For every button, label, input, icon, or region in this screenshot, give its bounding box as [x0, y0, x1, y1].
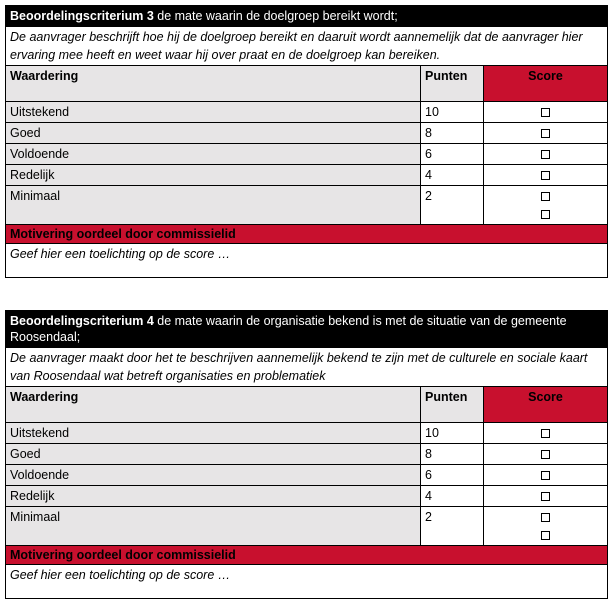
header-score: Score	[484, 66, 607, 101]
score-checkbox-cell[interactable]	[484, 123, 607, 143]
table-row	[6, 506, 607, 545]
table-row	[6, 443, 607, 464]
checkbox-icon[interactable]	[541, 513, 550, 522]
header-punten: Punten	[421, 66, 484, 101]
score-checkbox-cell[interactable]	[484, 102, 607, 122]
row-label: Voldoende	[6, 465, 421, 485]
motivation-label: Motivering oordeel door commissielid	[6, 224, 607, 243]
checkbox-icon[interactable]	[541, 192, 550, 201]
score-checkbox-cell[interactable]	[484, 144, 607, 164]
row-points: 10	[421, 423, 484, 443]
row-points: 6	[421, 465, 484, 485]
checkbox-icon[interactable]	[541, 471, 550, 480]
checkbox-icon[interactable]	[541, 108, 550, 117]
table-header	[6, 386, 607, 422]
criterion-4-table	[5, 310, 608, 599]
explanation-field[interactable]: Geef hier een toelichting op de score …	[6, 564, 607, 598]
row-label: Minimaal	[6, 507, 421, 545]
score-checkbox-cell[interactable]	[484, 186, 607, 224]
row-points: 2	[421, 186, 484, 224]
table-row	[6, 122, 607, 143]
row-points: 8	[421, 444, 484, 464]
row-label: Minimaal	[6, 186, 421, 224]
row-label: Redelijk	[6, 165, 421, 185]
header-waardering: Waardering	[6, 387, 421, 422]
criterion-title	[6, 6, 607, 26]
row-label: Voldoende	[6, 144, 421, 164]
score-checkbox-cell[interactable]	[484, 165, 607, 185]
table-row	[6, 101, 607, 122]
row-points: 6	[421, 144, 484, 164]
criterion-title-bold: Beoordelingscriterium 4	[10, 314, 154, 328]
table-row	[6, 143, 607, 164]
checkbox-icon[interactable]	[541, 531, 550, 540]
checkbox-icon[interactable]	[541, 492, 550, 501]
checkbox-icon[interactable]	[541, 429, 550, 438]
row-points: 4	[421, 486, 484, 506]
score-checkbox-cell[interactable]	[484, 444, 607, 464]
criterion-title	[6, 311, 607, 347]
header-score: Score	[484, 387, 607, 422]
row-label: Goed	[6, 444, 421, 464]
row-points: 8	[421, 123, 484, 143]
criterion-title-text: de mate waarin de organisatie bekend is met de situatie van de gemeente Roosendaal;	[10, 314, 567, 344]
row-points: 2	[421, 507, 484, 545]
criterion-title-text: de mate waarin de doelgroep bereikt wordt;	[153, 9, 398, 23]
checkbox-icon[interactable]	[541, 450, 550, 459]
row-points: 4	[421, 165, 484, 185]
table-row	[6, 185, 607, 224]
criterion-description: De aanvrager maakt door het te beschrijven aannemelijk bekend te zijn met de culturele en sociale kaart van Roosendaal wat betreft organisaties en problematiek	[6, 347, 607, 386]
row-label: Goed	[6, 123, 421, 143]
score-checkbox-cell[interactable]	[484, 486, 607, 506]
motivation-label: Motivering oordeel door commissielid	[6, 545, 607, 564]
checkbox-icon[interactable]	[541, 171, 550, 180]
header-waardering: Waardering	[6, 66, 421, 101]
score-checkbox-cell[interactable]	[484, 423, 607, 443]
table-row	[6, 164, 607, 185]
explanation-field[interactable]: Geef hier een toelichting op de score …	[6, 243, 607, 277]
table-row	[6, 422, 607, 443]
table-row	[6, 485, 607, 506]
row-label: Uitstekend	[6, 102, 421, 122]
table-header	[6, 65, 607, 101]
row-points: 10	[421, 102, 484, 122]
checkbox-icon[interactable]	[541, 210, 550, 219]
criterion-description: De aanvrager beschrijft hoe hij de doelgroep bereikt en daaruit wordt aannemelijk dat de aanvrager hier ervaring mee heeft en weet waar hij over praat en de doelgroep kan bereiken.	[6, 26, 607, 65]
row-label: Redelijk	[6, 486, 421, 506]
score-checkbox-cell[interactable]	[484, 465, 607, 485]
criterion-title-bold: Beoordelingscriterium 3	[10, 9, 154, 23]
criterion-3-table	[5, 5, 608, 278]
score-checkbox-cell[interactable]	[484, 507, 607, 545]
table-row	[6, 464, 607, 485]
checkbox-icon[interactable]	[541, 129, 550, 138]
checkbox-icon[interactable]	[541, 150, 550, 159]
row-label: Uitstekend	[6, 423, 421, 443]
header-punten: Punten	[421, 387, 484, 422]
